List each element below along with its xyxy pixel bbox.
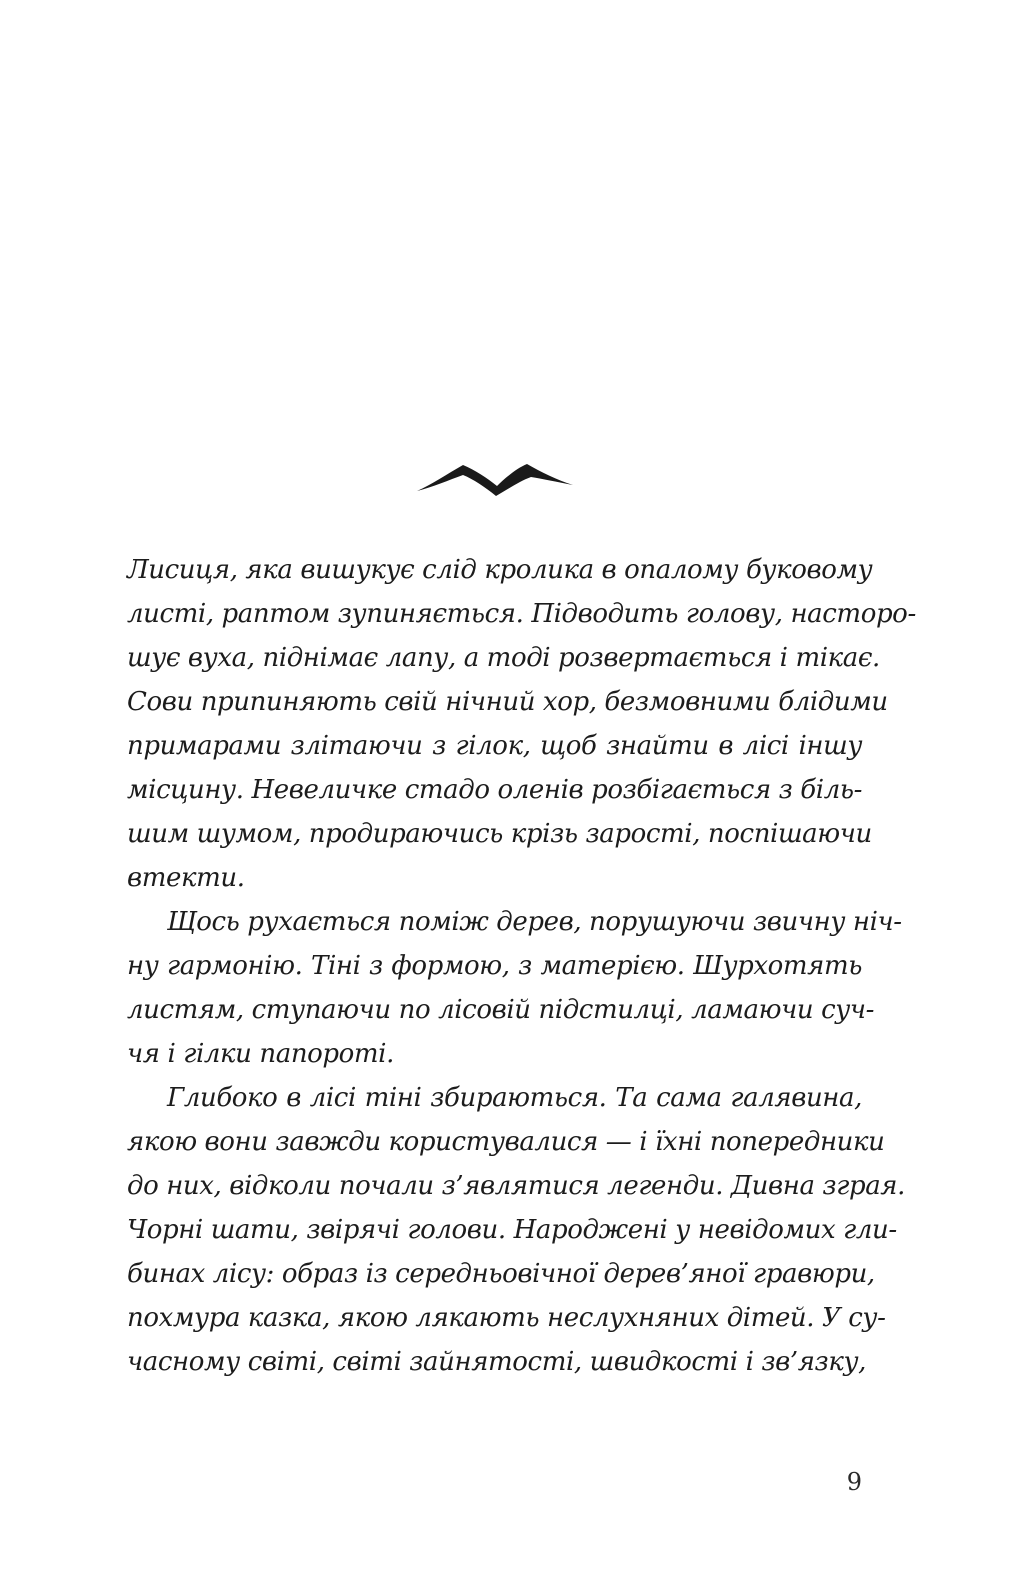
text-line: якою вони завжди користувалися — і їхні попередники: [127, 1127, 885, 1157]
text-line: Чорні шати, звірячі голови. Народжені у невідомих гли-: [127, 1215, 897, 1245]
text-line: бинах лісу: образ із середньовічної дерев’яної гравюри,: [127, 1259, 875, 1289]
text-line: часному світі, світі зайнятості, швидкості і зв’язку,: [127, 1347, 866, 1377]
text-line: листям, ступаючи по лісовій підстилці, ламаючи суч-: [127, 995, 875, 1025]
text-line: примарами злітаючи з гілок, щоб знайти в лісі іншу: [127, 731, 862, 761]
text-line: місцину. Невеличке стадо оленів розбігається з біль-: [127, 775, 862, 805]
text-line: шує вуха, піднімає лапу, а тоді розвертається і тікає.: [127, 643, 880, 673]
text-line: чя і гілки папороті.: [127, 1039, 394, 1069]
text-line: ну гармонію. Тіні з формою, з матерією. Шурхотять: [127, 951, 862, 981]
text-line: Щось рухається поміж дерев, порушуючи звичну ніч-: [167, 907, 902, 937]
text-line: втекти.: [127, 863, 245, 893]
text-line: до них, відколи почали з’являтися легенди. Дивна зграя.: [127, 1171, 905, 1201]
text-line: шим шумом, продираючись крізь зарості, поспішаючи: [127, 819, 872, 849]
text-line: Сови припиняють свій нічний хор, безмовними блідими: [127, 687, 888, 717]
text-line: Лисиця, яка вишукує слід кролика в опалому буковому: [127, 555, 873, 585]
text-line: листі, раптом зупиняється. Підводить голову, насторо-: [127, 599, 916, 629]
text-line: похмура казка, якою лякають неслухняних дітей. У су-: [127, 1303, 886, 1333]
page-number: 9: [846, 1468, 862, 1496]
text-line: Глибоко в лісі тіні збираються. Та сама галявина,: [167, 1083, 862, 1113]
mountain-wing-ornament-icon: [417, 458, 573, 498]
body-text: [127, 548, 916, 1384]
